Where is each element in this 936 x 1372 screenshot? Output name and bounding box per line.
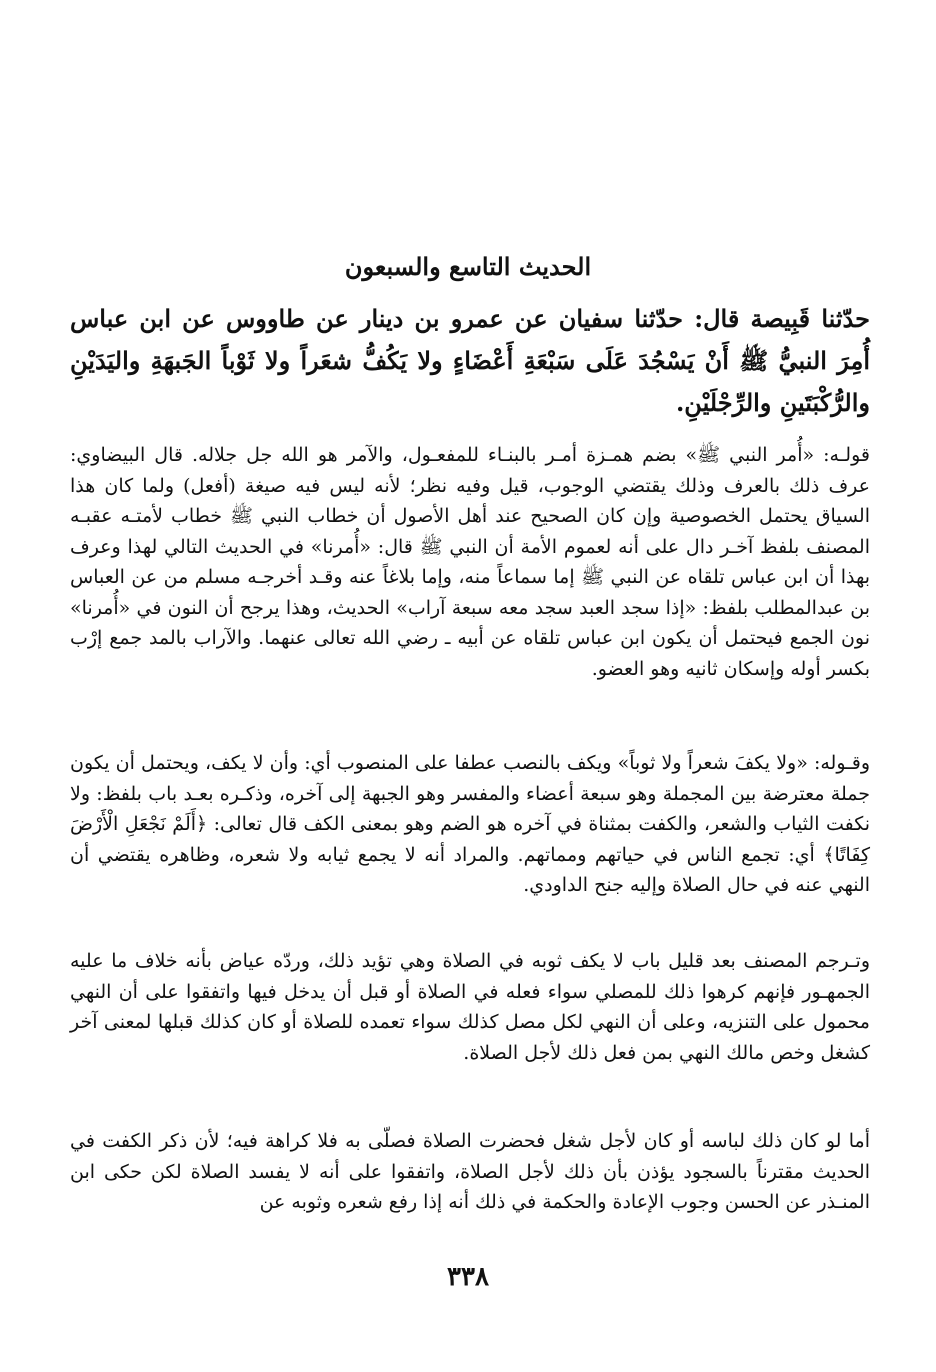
- commentary-paragraph-1: قولـه: «أُمر النبي ﷺ» بضم همـزة أمـر بالبنـاء للمفعـول، والآمر هو الله جل جلاله. قال البيضاوي: عرف ذلك بالعرف وذلك يقتضي الوجوب، قيل وفيه نظر؛ لأنه ليس فيه صيغة (أفعل) ولما كان هذا السياق يحتمل الخصوصية وإن كان الصحيح عند أهل الأصول أن خطاب النبي ﷺ خطاب لأمتـه عقبـه المصنف بلفظ آخـر دال على أنه لعموم الأمة أن النبي ﷺ قال: «أُمرنا» في الحديث التالي لهذا وعرف بهذا أن ابن عباس تلقاه عن النبي ﷺ إما سماعاً منه، وإما بلاغاً عنه وقـد أخرجـه مسلم من عن العباس بن عبدالمطلب بلفظ: «إذا سجد العبد سجد معه سبعة آراب» الحديث، وهذا يرجح أن النون في «أُمرنا» نون الجمع فيحتمل أن يكون ابن عباس تلقاه عن أبيه ـ رضي الله تعالى عنهما. والآراب بالمد جمع إرْب بكسر أوله وإسكان ثانيه وهو العضو.: [70, 444, 870, 680]
- commentary-paragraph-2: وقـوله: «ولا يكفَ شعراً ولا ثوباً» ويكف بالنصب عطفا على المنصوب أي: وأن لا يكف، ويحتمل أن يكون جملة معترضة بين المجملة وهو سبعة أعضاء والمفسر وهو الجبهة إلى آخره، وذكـره بعـد باب بلفظ: ولا نكفت الثياب والشعر، والكفت بمثناة في آخره هو الضم وهو بمعنى الكف قال تعالى: ﴿أَلَمْ نَجْعَلِ الْأَرْضَ كِفَاتًا﴾ أي: تجمع الناس في حياتهم ومماتهم. والمراد أنه لا يجمع ثيابه ولا شعره، وظاهره يقتضي أن النهي عنه في حال الصلاة وإليه جنح الداودي.: [70, 752, 870, 896]
- commentary-paragraph-4: أما لو كان ذلك لباسه أو كان لأجل شغل فحضرت الصلاة فصلّى به فلا كراهة فيه؛ لأن ذكر الكفت في الحديث مقترناً بالسجود يؤذن بأن ذلك لأجل الصلاة، واتفقوا على أنه لا يفسد الصلاة لكن حكى ابن المنـذر عن الحسن وجوب الإعادة والحكمة في ذلك أنه إذا رفع شعره وثوبه عن: [70, 1130, 870, 1213]
- hadith-text: حدّثنا قَبِيصة قال: حدّثنا سفيان عن عمرو بن دينار عن طاووس عن ابن عباس أُمِرَ النبيُّ ﷺ أَنْ يَسْجُدَ عَلَى سَبْعَةِ أَعْضَاءٍ ولا يَكُفُّ شعَراً ولا ثَوْباً الجَبهَةِ واليَدَيْنِ والرُّكْبَتَينِ والرِّجْلَيْنِ.: [70, 304, 870, 417]
- page-title: الحديث التاسع والسبعون: [344, 252, 592, 281]
- commentary-paragraph-3: وتـرجم المصنف بعد قليل باب لا يكف ثوبه في الصلاة وهي تؤيد ذلك، وردّه عياض بأنه خلاف ما عليه الجمهـور فإنهم كرهوا ذلك للمصلي سواء فعله في الصلاة أو قبل أن يدخل فيها واتفقوا على أن النهي محمول على التنزيه، وعلى أن النهي لكل مصل كذلك سواء تعمده للصلاة أو كان كذلك قبلها لمعنى آخر كشغل وخص مالك النهي بمن فعل ذلك لأجل الصلاة.: [70, 950, 870, 1064]
- page-number: ٣٣٨: [447, 1262, 489, 1292]
